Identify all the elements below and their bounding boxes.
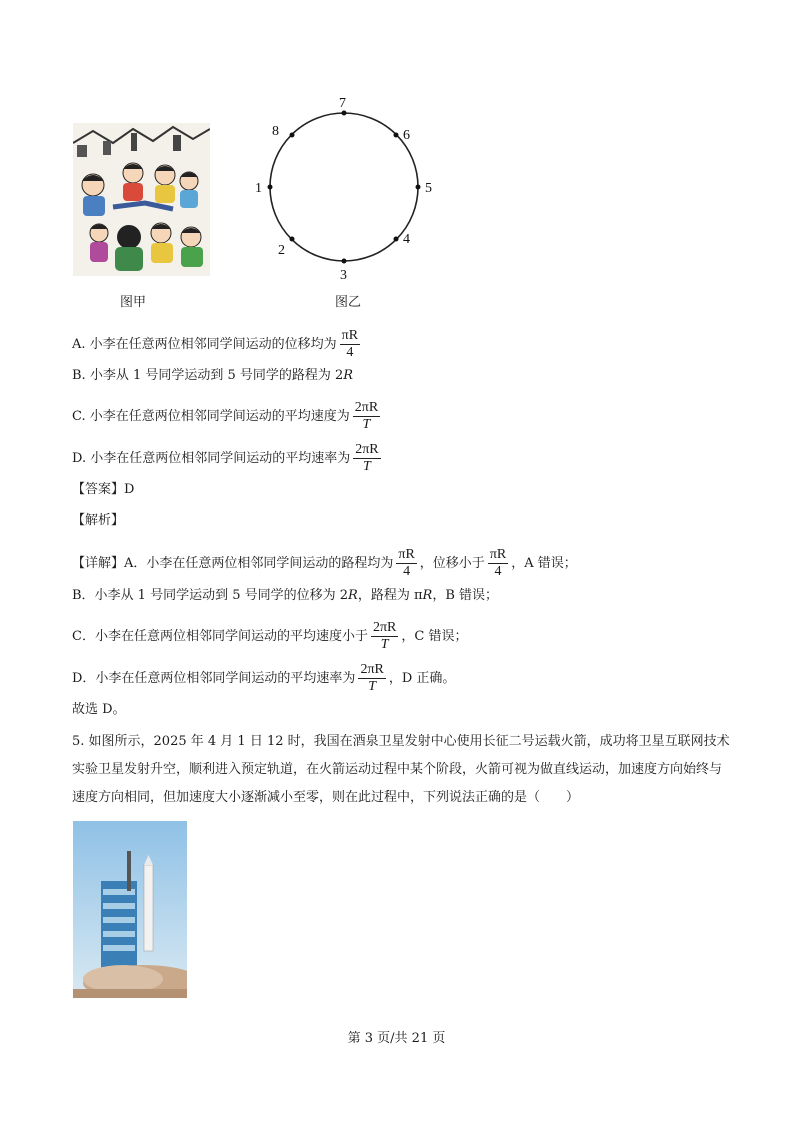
label-3: 3: [340, 268, 347, 282]
fraction: $\frac{2\pi R}{T}$: [354, 400, 379, 432]
label-1: 1: [255, 181, 262, 196]
label-6: 6: [403, 128, 410, 143]
circle-diagram: [250, 92, 440, 282]
rocket-launch-photo: [73, 821, 187, 998]
point-6: [394, 133, 399, 138]
detail-d: D．小李在任意两位相邻同学间运动的平均速率为 $\frac{2\pi R}{T}$ ，D 正确。: [72, 662, 456, 694]
figure-jia-caption: 图甲: [120, 295, 147, 310]
label-8: 8: [272, 124, 279, 139]
point-1: [268, 185, 273, 190]
point-4: [394, 237, 399, 242]
label-2: 2: [278, 243, 285, 258]
option-b: B. 小李从 1 号同学运动到 5 号同学的路程为 2R: [72, 368, 354, 383]
point-2: [290, 237, 295, 242]
children-illustration: [73, 123, 210, 276]
point-8: [290, 133, 295, 138]
point-3: [342, 259, 347, 264]
option-d: D. 小李在任意两位相邻同学间运动的平均速率为 $\frac{2\pi R}{T}$: [72, 442, 379, 474]
page-footer: 第 3 页/共 21 页: [347, 1031, 446, 1046]
conclusion: 故选 D。: [72, 702, 126, 717]
detail-a: 【详解】A．小李在任意两位相邻同学间运动的路程均为 $\frac{\pi R}{4}$ ，位移小于 $\frac{\pi R}{4}$ ，A 错误；: [72, 547, 577, 579]
answer: 【答案】D: [72, 482, 135, 497]
label-5: 5: [425, 181, 432, 196]
analysis-label: 【解析】: [72, 513, 125, 528]
option-c: C. 小李在任意两位相邻同学间运动的平均速度为 $\frac{2\pi R}{T}$: [72, 400, 379, 432]
detail-c: C．小李在任意两位相邻同学间运动的平均速度小于 $\frac{2\pi R}{T}$ ，C 错误；: [72, 620, 468, 652]
detail-b: B．小李从 1 号同学运动到 5 号同学的位移为 2R，路程为 πR，B 错误；: [72, 588, 498, 603]
figure-yi-caption: 图乙: [335, 295, 362, 310]
label-4: 4: [403, 232, 410, 247]
label-7: 7: [339, 96, 346, 111]
option-a: A. 小李在任意两位相邻同学间运动的位移均为 $\frac{\pi R}{4}$: [72, 328, 359, 360]
question-5: 5. 如图所示，2025 年 4 月 1 日 12 时，我国在酒泉卫星发射中心使用长征二号运载火箭，成功将卫星互联网技术实验卫星发射升空，顺利进入预定轨道，在火箭运动过程中某个阶段，火箭可视为做直线运动，加速度方向始终与速度方向相同，但加速度大小逐渐减小至零，则在此过程中，下列说法正确的是（ ）: [72, 734, 730, 805]
point-5: [416, 185, 421, 190]
fraction: $\frac{\pi R}{4}$: [341, 328, 359, 360]
fraction: $\frac{2\pi R}{T}$: [355, 442, 379, 474]
point-7: [342, 111, 347, 116]
